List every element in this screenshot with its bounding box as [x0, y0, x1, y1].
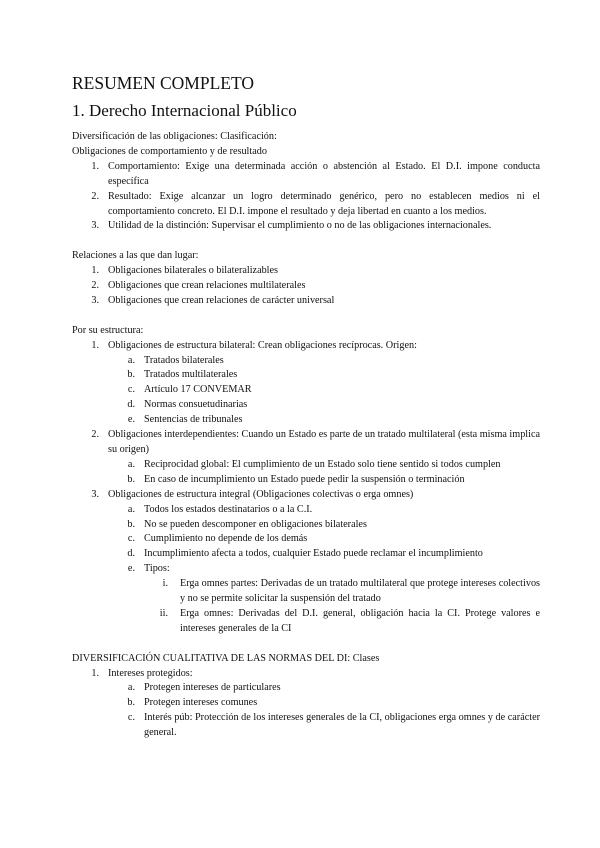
sub-list-item: [72, 368, 540, 383]
paragraph-text: Obligaciones de comportamiento y de resultado: [72, 145, 267, 157]
list-marker: c.: [127, 533, 135, 545]
list-marker: b.: [127, 697, 135, 709]
relations-list: [72, 264, 540, 309]
list-item-text: Reciprocidad global: El cumplimiento de un Estado solo tiene sentido si todos cumplen: [144, 458, 501, 470]
list-item: [72, 428, 540, 458]
list-item-text: Artículo 17 CONVEMAR: [144, 384, 252, 396]
section-heading: 1. Derecho Internacional Público: [72, 101, 297, 120]
list-item-text: Interés púb: Protección de los intereses generales de la CI, obligaciones erga omnes y de carácter general.: [144, 712, 540, 739]
list-marker: 2.: [91, 280, 99, 292]
sub-list-item: [72, 562, 540, 577]
paragraph-heading: Por su estructura:: [72, 324, 144, 336]
list-item-text: Protegen intereses comunes: [144, 697, 258, 709]
list-marker: c.: [127, 712, 135, 724]
sub-list-item: [72, 458, 540, 473]
list-item-text: Obligaciones interdependientes: Cuando un Estado es parte de un tratado multilateral (esta misma implica su origen): [108, 429, 540, 455]
list-item: [72, 190, 540, 220]
list-marker: d.: [127, 548, 135, 560]
paragraph-heading: Relaciones a las que dan lugar:: [72, 250, 199, 262]
structure-list: [72, 339, 540, 637]
sub-list-item: [72, 383, 540, 398]
list-item-text: No se pueden descomponer en obligaciones bilaterales: [144, 518, 367, 530]
sub-list-item: [72, 398, 540, 413]
list-marker: e.: [127, 414, 135, 426]
list-marker: b.: [127, 473, 135, 485]
list-marker: ii.: [159, 607, 168, 619]
list-marker: a.: [127, 503, 135, 515]
list-item-text: Obligaciones que crean relaciones multilaterales: [108, 280, 306, 292]
sub-list-item: [72, 532, 540, 547]
sub-list-item: [72, 518, 540, 533]
list-item-text: Tratados bilaterales: [144, 354, 224, 366]
list-item: [72, 339, 540, 354]
list-item-text: Protegen intereses de particulares: [144, 682, 281, 694]
paragraph-heading: DIVERSIFICACIÓN CUALITATIVA DE LAS NORMAS DEL DI: Clases: [72, 652, 380, 664]
sub-list-item: [72, 547, 540, 562]
list-item-text: Normas consuetudinarias: [144, 399, 248, 411]
list-item-text: Obligaciones bilaterales o bilateralizables: [108, 265, 279, 277]
document-title: RESUMEN COMPLETO: [72, 73, 254, 93]
list-item-text: Obligaciones que crean relaciones de carácter universal: [108, 294, 335, 306]
list-item: [72, 294, 540, 309]
qualitative-list: [72, 667, 540, 742]
list-item-text: Utilidad de la distinción: Supervisar el cumplimiento o no de las obligaciones internacionales.: [108, 220, 492, 232]
sub-list-item: [72, 696, 540, 711]
list-item-text: Obligaciones de estructura integral (Obligaciones colectivas o erga omnes): [108, 488, 414, 500]
list-marker: a.: [127, 458, 135, 470]
list-item-text: Tipos:: [144, 563, 170, 575]
list-item-text: En caso de incumplimiento un Estado puede pedir la suspensión o terminación: [144, 473, 465, 485]
sub-list-item: [72, 711, 540, 741]
list-item-text: Incumplimiento afecta a todos, cualquier Estado puede reclamar el incumplimiento: [144, 548, 483, 560]
list-item: [72, 264, 540, 279]
list-marker: e.: [127, 563, 135, 575]
list-marker: 2.: [91, 429, 99, 441]
sub-list-item: [72, 413, 540, 428]
list-item: [72, 488, 540, 503]
sub-list-item: [72, 503, 540, 518]
list-marker: a.: [127, 682, 135, 694]
list-item: [72, 160, 540, 190]
obligations-type-list: [72, 160, 540, 235]
list-marker: a.: [127, 354, 135, 366]
list-marker: i.: [162, 578, 168, 590]
paragraph-text: Diversificación de las obligaciones: Clasificación:: [72, 131, 277, 142]
list-item-text: Resultado: Exige alcanzar un logro determinado genérico, pero no establecen medios ni el comportamiento concreto. El D.I. impone el resultado y deja libertad en cuanto a los medios.: [108, 190, 540, 217]
list-item-text: Tratados multilaterales: [144, 369, 238, 381]
list-item-text: Todos los estados destinatarios o a la C.I.: [144, 503, 313, 515]
list-item-text: Sentencias de tribunales: [144, 414, 243, 426]
list-marker: 3.: [91, 488, 99, 500]
list-item-text: Comportamiento: Exige una determinada acción o abstención al Estado. El D.I. impone conducta específica: [108, 160, 540, 187]
list-marker: 1.: [91, 160, 99, 172]
list-marker: b.: [127, 518, 135, 530]
list-marker: 1.: [91, 339, 99, 351]
list-item-text: Obligaciones de estructura bilateral: Crean obligaciones recíprocas. Origen:: [108, 339, 417, 351]
list-marker: c.: [127, 384, 135, 396]
sub-list-item: [72, 354, 540, 369]
list-marker: 1.: [91, 265, 99, 277]
list-marker: 3.: [91, 220, 99, 232]
list-marker: 2.: [91, 190, 99, 202]
list-marker: d.: [127, 399, 135, 411]
list-marker: 3.: [91, 294, 99, 306]
sub-sub-list-item: [72, 577, 540, 607]
sub-sub-list-item: [72, 607, 540, 637]
list-marker: 1.: [91, 667, 99, 679]
list-item-text: Erga omnes: Derivadas del D.I. general, obligación hacia la CI. Protege valores e intereses generales de la CI: [180, 607, 540, 634]
list-item-text: Cumplimiento no depende de los demás: [144, 533, 308, 545]
list-item: [72, 279, 540, 294]
list-item: [72, 219, 540, 234]
list-marker: b.: [127, 369, 135, 381]
sub-list-item: [72, 473, 540, 488]
sub-list-item: [72, 681, 540, 696]
list-item: [72, 667, 540, 682]
list-item-text: Erga omnes partes: Derivadas de un tratado multilateral que protege intereses colectivos y no se permite solicitar la suspensión del tratado: [180, 578, 540, 605]
list-item-text: Intereses protegidos:: [108, 667, 193, 679]
